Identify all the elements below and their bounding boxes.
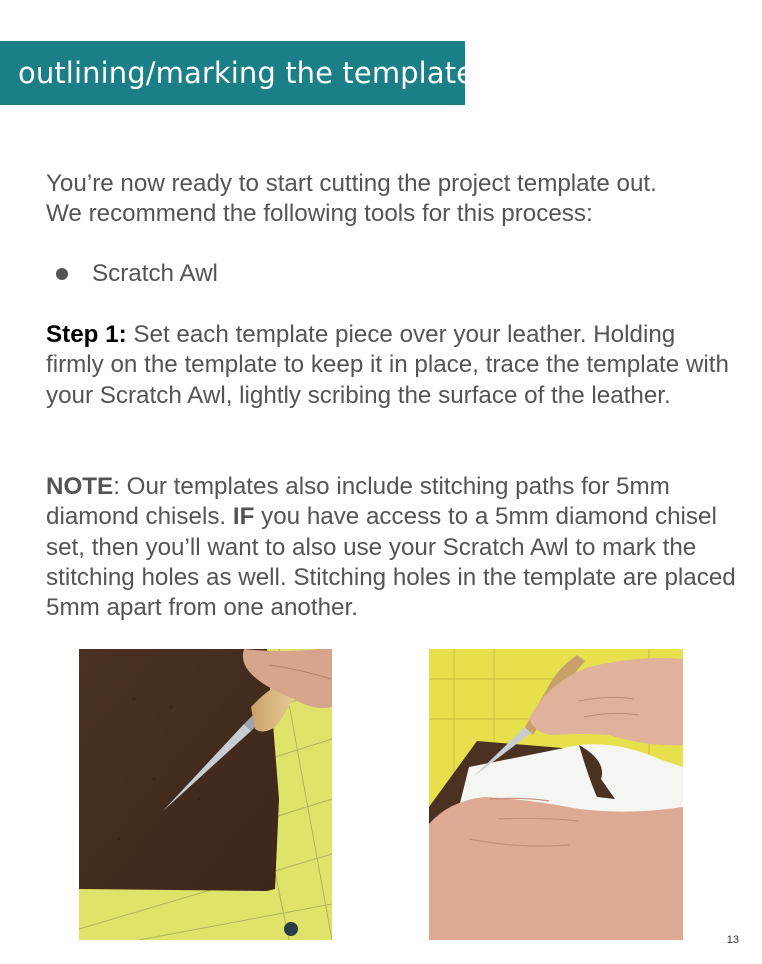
photo-awl-on-leather-drawing <box>79 649 332 940</box>
intro-paragraph <box>46 169 736 230</box>
tool-label: Scratch Awl <box>92 260 218 287</box>
photo-awl-on-leather <box>79 649 332 940</box>
section-title: outlining/marking the template <box>18 56 475 90</box>
intro-line-1: You’re now ready to start cutting the project template out. <box>46 170 657 197</box>
photo-tracing-template-drawing <box>429 649 683 940</box>
photo-tracing-template <box>429 649 683 940</box>
section-header <box>0 41 475 105</box>
step-1-text: Set each template piece over your leather. Holding firmly on the template to keep it in place, trace the template with your Scratch Awl, lightly scribing the surface of the leather. <box>46 321 729 409</box>
step-1-paragraph <box>46 320 736 411</box>
note-text-b: you have access to a 5mm diamond chisel set, then you’ll want to also use your Scratch Awl to mark the stitching holes as well. Stitching holes in the template are placed 5mm apart from one another. <box>46 503 736 622</box>
note-text-a: : Our templates also include stitching paths for 5mm diamond chisels. <box>46 473 670 531</box>
intro-line-2: We recommend the following tools for this process: <box>46 200 593 228</box>
note-label: NOTE <box>46 473 114 500</box>
page-number: 13 <box>726 934 739 946</box>
bullet-icon <box>56 268 68 280</box>
tool-list-item <box>56 259 218 289</box>
note-paragraph <box>46 472 736 623</box>
note-if-label: IF <box>232 503 255 531</box>
step-1-label: Step 1: <box>46 321 127 348</box>
